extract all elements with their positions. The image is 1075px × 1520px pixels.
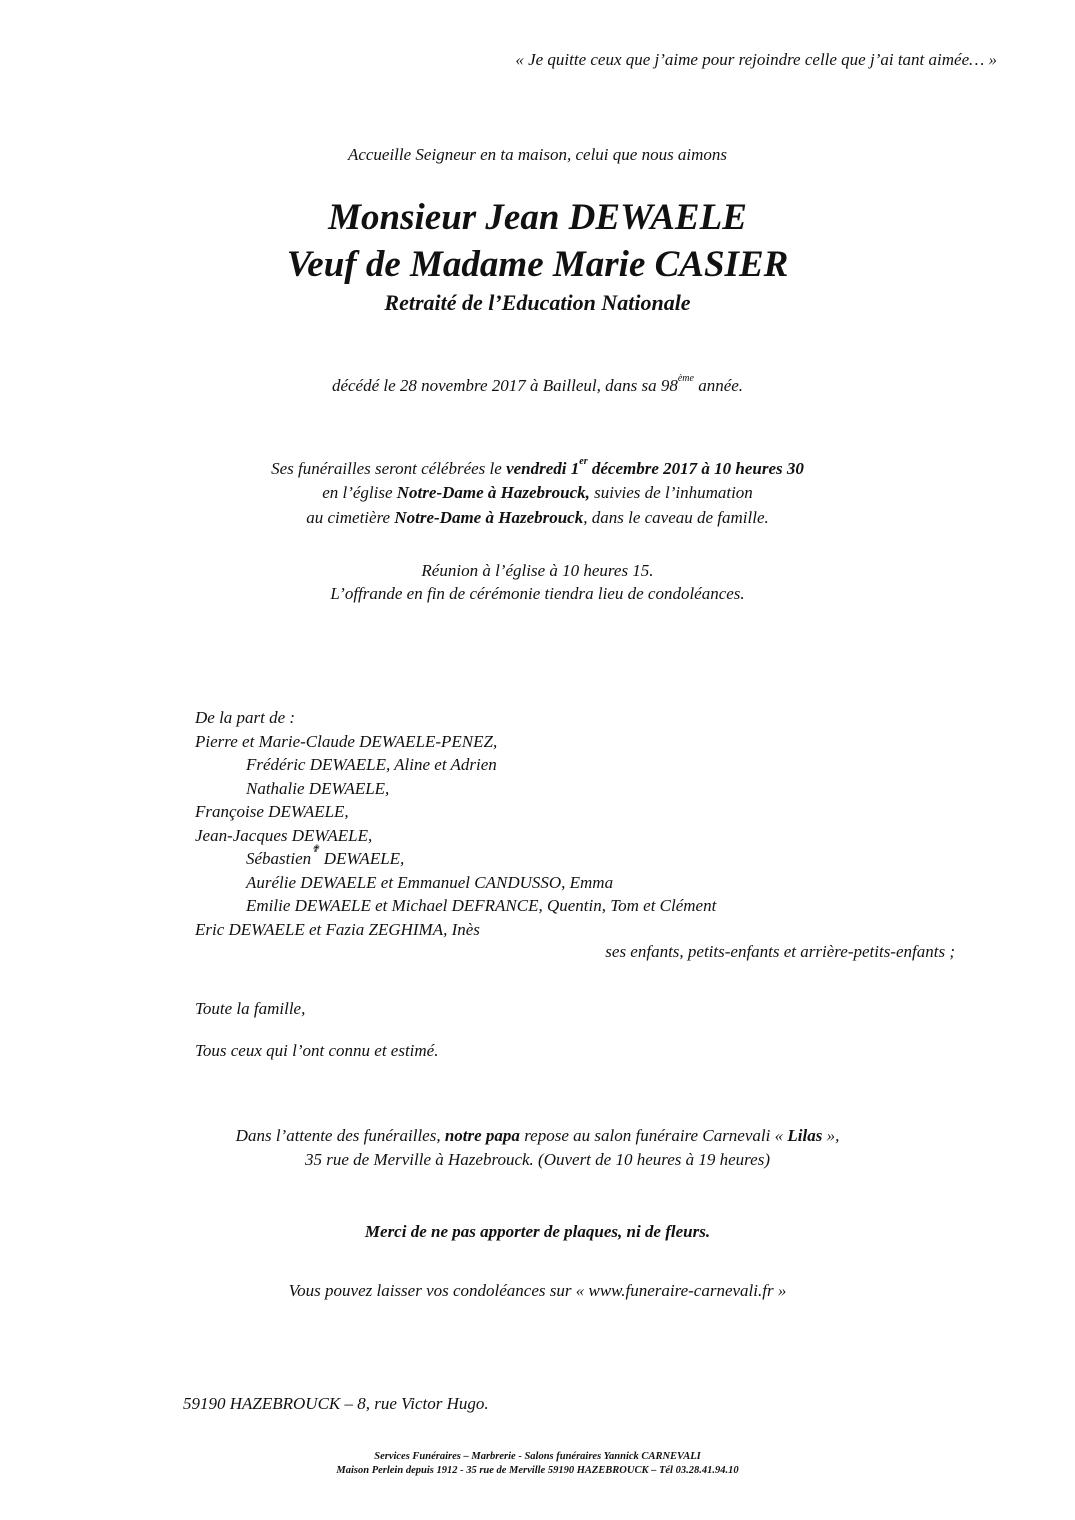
family-member: Emilie DEWAELE et Michael DEFRANCE, Quentin, Tom et Clément (246, 896, 717, 915)
family-address: 59190 HAZEBROUCK – 8, rue Victor Hugo. (183, 1394, 489, 1413)
widower-line: Veuf de Madame Marie CASIER (286, 244, 789, 285)
acquaintances: Tous ceux qui l’ont connu et estimé. (195, 1041, 439, 1060)
epigraph: « Je quitte ceux que j’aime pour rejoindre celle que j’ai tant aimée… » (515, 50, 997, 69)
funeral-church: Notre-Dame à Hazebrouck, (396, 483, 590, 502)
whole-family: Toute la famille, (195, 999, 306, 1018)
death-text: décédé le 28 novembre 2017 à Bailleul, dans sa 98 (331, 376, 678, 395)
rest-subject: notre papa (444, 1126, 520, 1145)
no-flowers-notice: Merci de ne pas apporter de plaques, ni de fleurs. (364, 1222, 711, 1241)
family-member (195, 844, 716, 871)
death-text-end: année. (693, 376, 744, 395)
funeral-line-3 (0, 508, 1075, 528)
cemetery-intro: au cimetière (306, 508, 395, 527)
family-member: Pierre et Marie-Claude DEWAELE-PENEZ, (195, 731, 498, 751)
death-notice (0, 373, 1075, 396)
funeral-intro: Ses funérailles seront célébrées le (271, 459, 507, 478)
footer-line-2: Maison Perlein depuis 1912 - 35 rue de Merville 59190 HAZEBROUCK – Tél 03.28.41.94.10 (336, 1465, 739, 1476)
rest-close-quote: », (822, 1126, 840, 1145)
funeral-ordinal: er (579, 456, 588, 467)
funeral-burial: suivies de l’inhumation (589, 483, 753, 502)
funeral-line-2 (0, 483, 1075, 503)
cemetery-name: Notre-Dame à Hazebrouck (394, 508, 584, 527)
meeting-time: Réunion à l’église à 10 heures 15. (421, 561, 654, 580)
family-member: Jean-Jacques DEWAELE, (195, 825, 373, 845)
rest-location: repose au salon funéraire Carnevali « (519, 1126, 788, 1145)
salon-name: Lilas (787, 1126, 823, 1145)
rest-intro: Dans l’attente des funérailles, (235, 1126, 445, 1145)
funeral-date-time: décembre 2017 à 10 heures 30 (587, 459, 804, 478)
rest-address: 35 rue de Merville à Hazebrouck. (Ouvert de 10 heures à 19 heures) (304, 1150, 770, 1169)
family-member: Aurélie DEWAELE et Emmanuel CANDUSSO, Emma (246, 872, 614, 892)
family-member: Nathalie DEWAELE, (246, 778, 390, 798)
family-member: Frédéric DEWAELE, Aline et Adrien (246, 755, 497, 774)
offering-note: L’offrande en fin de cérémonie tiendra lieu de condoléances. (330, 584, 745, 603)
family-summary: ses enfants, petits-enfants et arrière-petits-enfants ; (605, 942, 955, 961)
family-member-name: Sébastien (246, 849, 312, 868)
profession: Retraité de l’Education Nationale (384, 290, 691, 315)
family-intro: De la part de : (195, 708, 296, 727)
rest-line-1 (0, 1126, 1075, 1146)
cemetery-vault: , dans le caveau de famille. (583, 508, 769, 527)
deceased-name: Monsieur Jean DEWAELE (328, 197, 747, 238)
funeral-line-1 (0, 456, 1075, 479)
family-member: Françoise DEWAELE, (195, 802, 349, 821)
funeral-day: vendredi 1 (506, 459, 580, 478)
condolences-notice: Vous pouvez laisser vos condoléances sur « www.funeraire-carnevali.fr » (288, 1281, 787, 1300)
cross-icon: ✟ (311, 844, 320, 855)
family-member: Eric DEWAELE et Fazia ZEGHIMA, Inès (195, 919, 480, 939)
funeral-church-intro: en l’église (322, 483, 397, 502)
prayer: Accueille Seigneur en ta maison, celui que nous aimons (347, 145, 728, 164)
footer-line-1: Services Funéraires – Marbrerie - Salons funéraires Yannick CARNEVALI (374, 1451, 701, 1462)
death-ordinal: ème (677, 373, 694, 384)
family-list (195, 706, 716, 941)
family-member-surname: DEWAELE, (319, 849, 405, 868)
